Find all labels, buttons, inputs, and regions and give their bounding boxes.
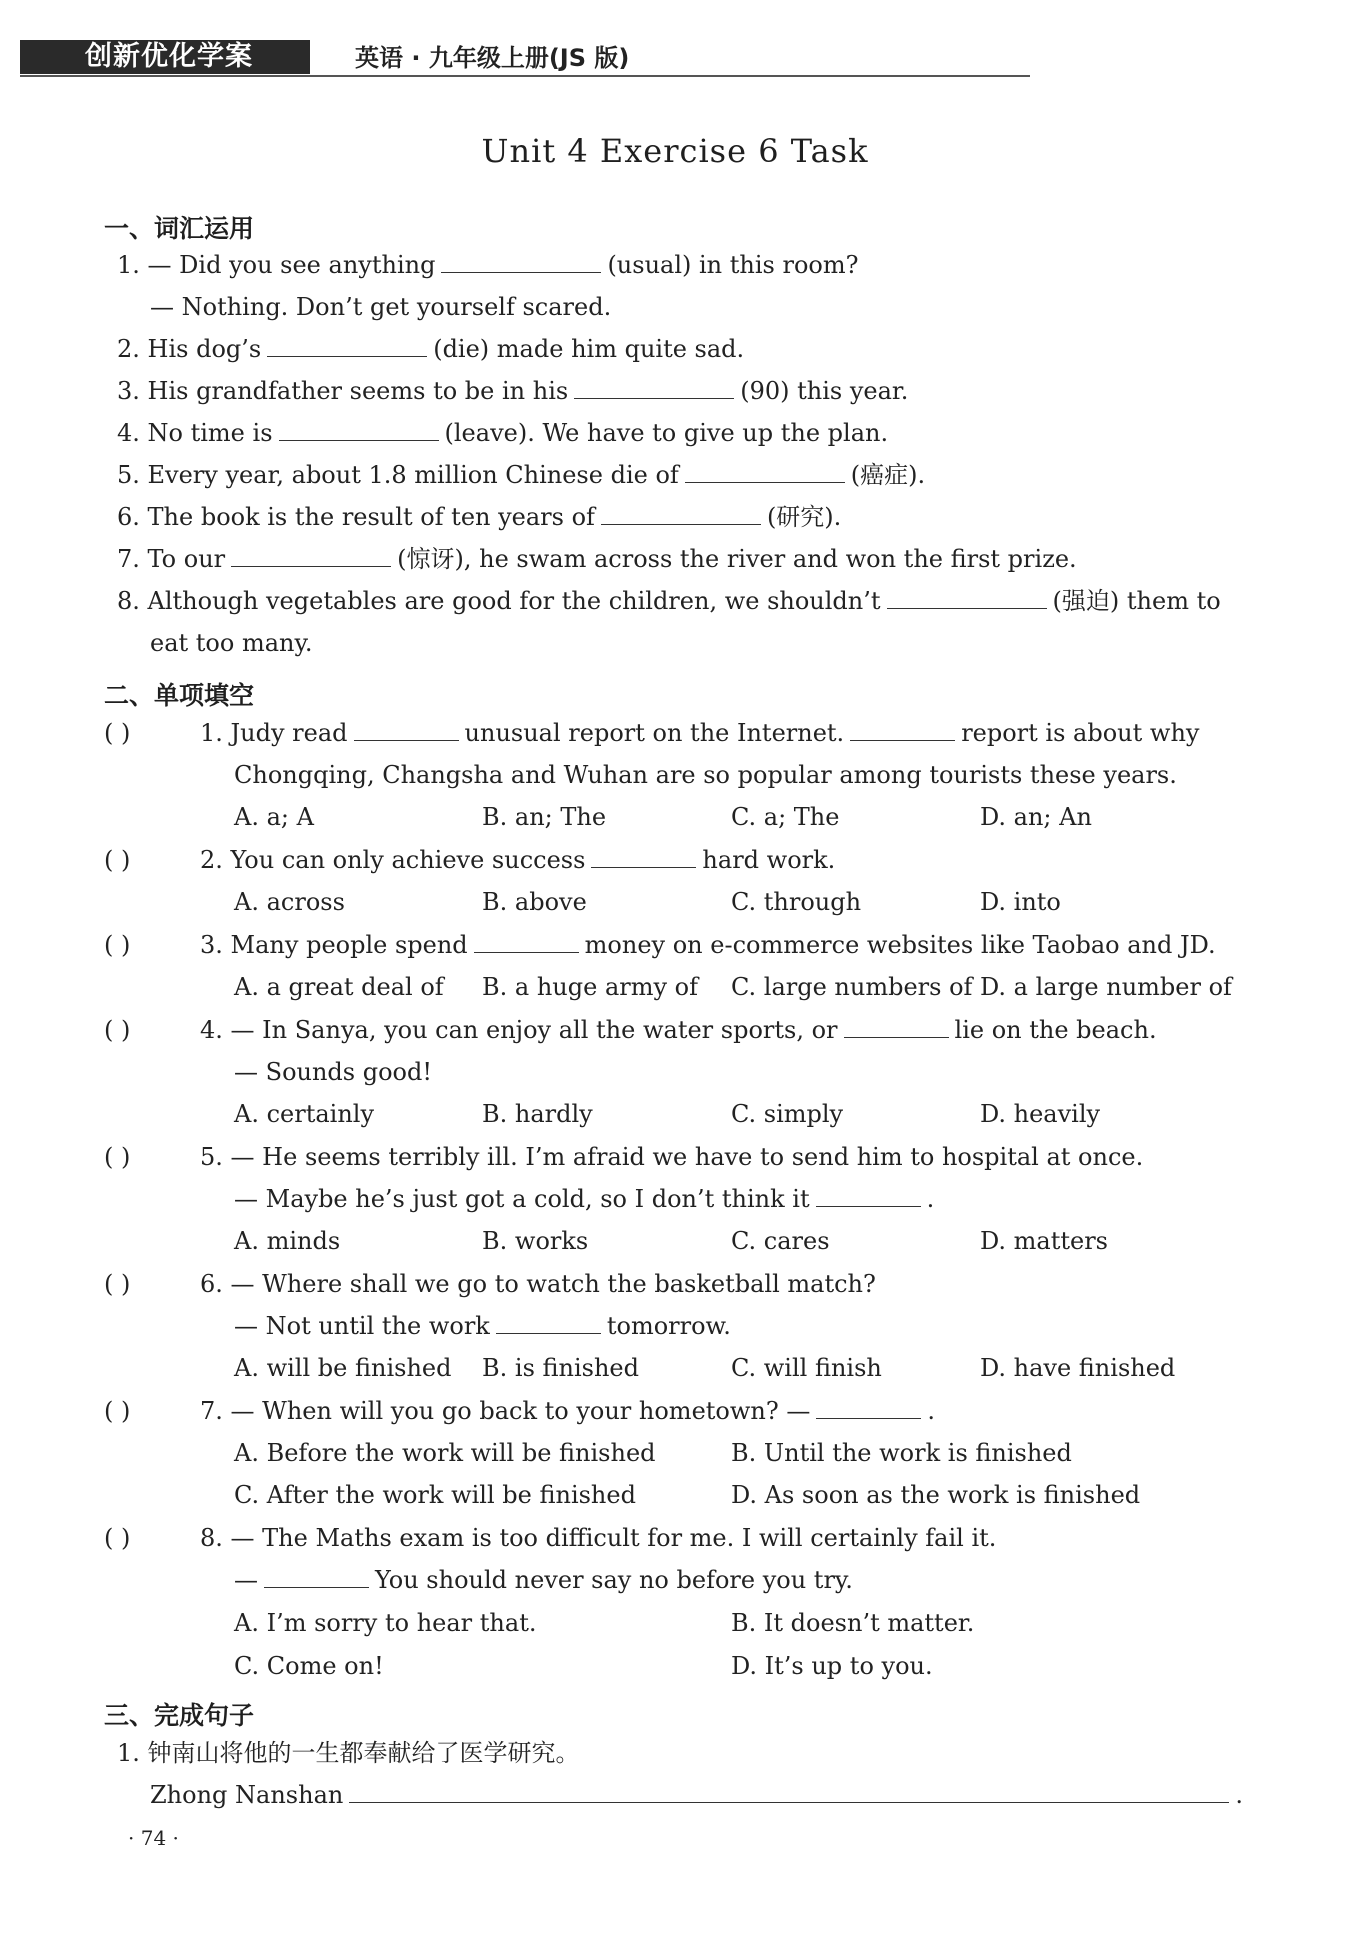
mc-q2: 2. You can only achieve success hard work.: [200, 846, 836, 874]
option-d[interactable]: D. into: [980, 888, 1061, 916]
answer-bracket[interactable]: ( ): [104, 931, 131, 959]
option-a[interactable]: A. Before the work will be finished: [234, 1439, 656, 1467]
mc-q7: 7. — When will you go back to your hometown? — .: [200, 1397, 935, 1425]
vocab-q7: 7. To our (惊讶), he swam across the river and won the first prize.: [117, 545, 1077, 573]
option-c[interactable]: C. a; The: [731, 803, 840, 831]
answer-bracket[interactable]: ( ): [104, 846, 131, 874]
answer-bracket[interactable]: ( ): [104, 1143, 131, 1171]
vocab-q5: 5. Every year, about 1.8 million Chinese die of (癌症).: [117, 461, 926, 489]
vocab-q6: 6. The book is the result of ten years of (研究).: [117, 503, 842, 531]
answer-blank[interactable]: [887, 586, 1047, 609]
mc-q1-continuation: Chongqing, Changsha and Wuhan are so popular among tourists these years.: [234, 761, 1177, 789]
mc-q1: 1. Judy read unusual report on the Internet. report is about why: [200, 719, 1200, 747]
vocab-q8-continuation: eat too many.: [150, 629, 313, 657]
answer-blank[interactable]: [267, 334, 427, 357]
option-a[interactable]: A. across: [234, 888, 345, 916]
answer-blank[interactable]: [601, 502, 761, 525]
answer-blank[interactable]: [474, 930, 579, 953]
mc-q8-reply: — You should never say no before you try.: [234, 1566, 853, 1594]
option-c[interactable]: C. After the work will be finished: [234, 1481, 636, 1509]
answer-blank[interactable]: [574, 376, 734, 399]
option-b[interactable]: B. above: [482, 888, 587, 916]
option-c[interactable]: C. large numbers of: [731, 973, 973, 1001]
option-d[interactable]: D. heavily: [980, 1100, 1101, 1128]
mc-q3: 3. Many people spend money on e-commerce websites like Taobao and JD.: [200, 931, 1216, 959]
complete-q1-english: Zhong Nanshan .: [150, 1781, 1243, 1809]
answer-blank[interactable]: [850, 718, 955, 741]
option-c[interactable]: C. simply: [731, 1100, 844, 1128]
option-b[interactable]: B. a huge army of: [482, 973, 698, 1001]
mc-q4: 4. — In Sanya, you can enjoy all the water sports, or lie on the beach.: [200, 1016, 1157, 1044]
answer-bracket[interactable]: ( ): [104, 1397, 131, 1425]
vocab-q2: 2. His dog’s (die) made him quite sad.: [117, 335, 745, 363]
option-a[interactable]: A. will be finished: [234, 1354, 452, 1382]
answer-blank[interactable]: [264, 1565, 369, 1588]
option-b[interactable]: B. hardly: [482, 1100, 593, 1128]
option-d[interactable]: D. an; An: [980, 803, 1092, 831]
answer-line[interactable]: [349, 1780, 1229, 1803]
mc-q8: 8. — The Maths exam is too difficult for me. I will certainly fail it.: [200, 1524, 997, 1552]
option-c[interactable]: C. through: [731, 888, 862, 916]
option-d[interactable]: D. It’s up to you.: [731, 1652, 933, 1680]
answer-blank[interactable]: [685, 460, 845, 483]
option-a[interactable]: A. a great deal of: [234, 973, 444, 1001]
option-d[interactable]: D. matters: [980, 1227, 1108, 1255]
option-a[interactable]: A. a; A: [234, 803, 314, 831]
option-c[interactable]: C. cares: [731, 1227, 830, 1255]
option-b[interactable]: B. an; The: [482, 803, 607, 831]
answer-blank[interactable]: [441, 250, 601, 273]
section-heading-mc: 二、单项填空: [104, 681, 255, 710]
option-b[interactable]: B. Until the work is finished: [731, 1439, 1072, 1467]
answer-blank[interactable]: [816, 1184, 921, 1207]
mc-q5: 5. — He seems terribly ill. I’m afraid we have to send him to hospital at once.: [200, 1143, 1144, 1171]
complete-q1-chinese: 1. 钟南山将他的一生都奉献给了医学研究。: [117, 1739, 580, 1767]
option-a[interactable]: A. minds: [234, 1227, 341, 1255]
answer-blank[interactable]: [844, 1015, 949, 1038]
option-d[interactable]: D. As soon as the work is finished: [731, 1481, 1141, 1509]
option-a[interactable]: A. certainly: [234, 1100, 375, 1128]
vocab-q3: 3. His grandfather seems to be in his (90) this year.: [117, 377, 909, 405]
answer-blank[interactable]: [279, 418, 439, 441]
mc-q6: 6. — Where shall we go to watch the basketball match?: [200, 1270, 876, 1298]
mc-q4-reply: — Sounds good!: [234, 1058, 433, 1086]
option-b[interactable]: B. is finished: [482, 1354, 639, 1382]
option-b[interactable]: B. It doesn’t matter.: [731, 1609, 975, 1637]
option-d[interactable]: D. have finished: [980, 1354, 1176, 1382]
vocab-q4: 4. No time is (leave). We have to give up the plan.: [117, 419, 889, 447]
page-title: Unit 4 Exercise 6 Task: [481, 132, 869, 170]
option-b[interactable]: B. works: [482, 1227, 589, 1255]
option-c[interactable]: C. will finish: [731, 1354, 882, 1382]
answer-blank[interactable]: [231, 544, 391, 567]
vocab-q1: 1. — Did you see anything (usual) in this room?: [117, 251, 859, 279]
section-heading-complete: 三、完成句子: [104, 1701, 255, 1730]
answer-bracket[interactable]: ( ): [104, 1524, 131, 1552]
page-number: · 74 ·: [128, 1826, 179, 1850]
header-divider: [20, 75, 1030, 77]
subject-title: 英语 · 九年级上册(JS 版): [355, 44, 630, 72]
vocab-q1-reply: — Nothing. Don’t get yourself scared.: [150, 293, 612, 321]
answer-blank[interactable]: [591, 845, 696, 868]
option-a[interactable]: A. I’m sorry to hear that.: [234, 1609, 537, 1637]
mc-q6-reply: — Not until the work tomorrow.: [234, 1312, 731, 1340]
answer-bracket[interactable]: ( ): [104, 1270, 131, 1298]
option-c[interactable]: C. Come on!: [234, 1652, 384, 1680]
answer-bracket[interactable]: ( ): [104, 1016, 131, 1044]
series-banner: 创新优化学案: [20, 40, 310, 74]
answer-blank[interactable]: [496, 1311, 601, 1334]
answer-bracket[interactable]: ( ): [104, 719, 131, 747]
answer-blank[interactable]: [816, 1396, 921, 1419]
vocab-q8: 8. Although vegetables are good for the children, we shouldn’t (强迫) them to: [117, 587, 1221, 615]
option-d[interactable]: D. a large number of: [980, 973, 1232, 1001]
section-heading-vocab: 一、词汇运用: [104, 214, 255, 243]
mc-q5-reply: — Maybe he’s just got a cold, so I don’t think it .: [234, 1185, 935, 1213]
answer-blank[interactable]: [354, 718, 459, 741]
